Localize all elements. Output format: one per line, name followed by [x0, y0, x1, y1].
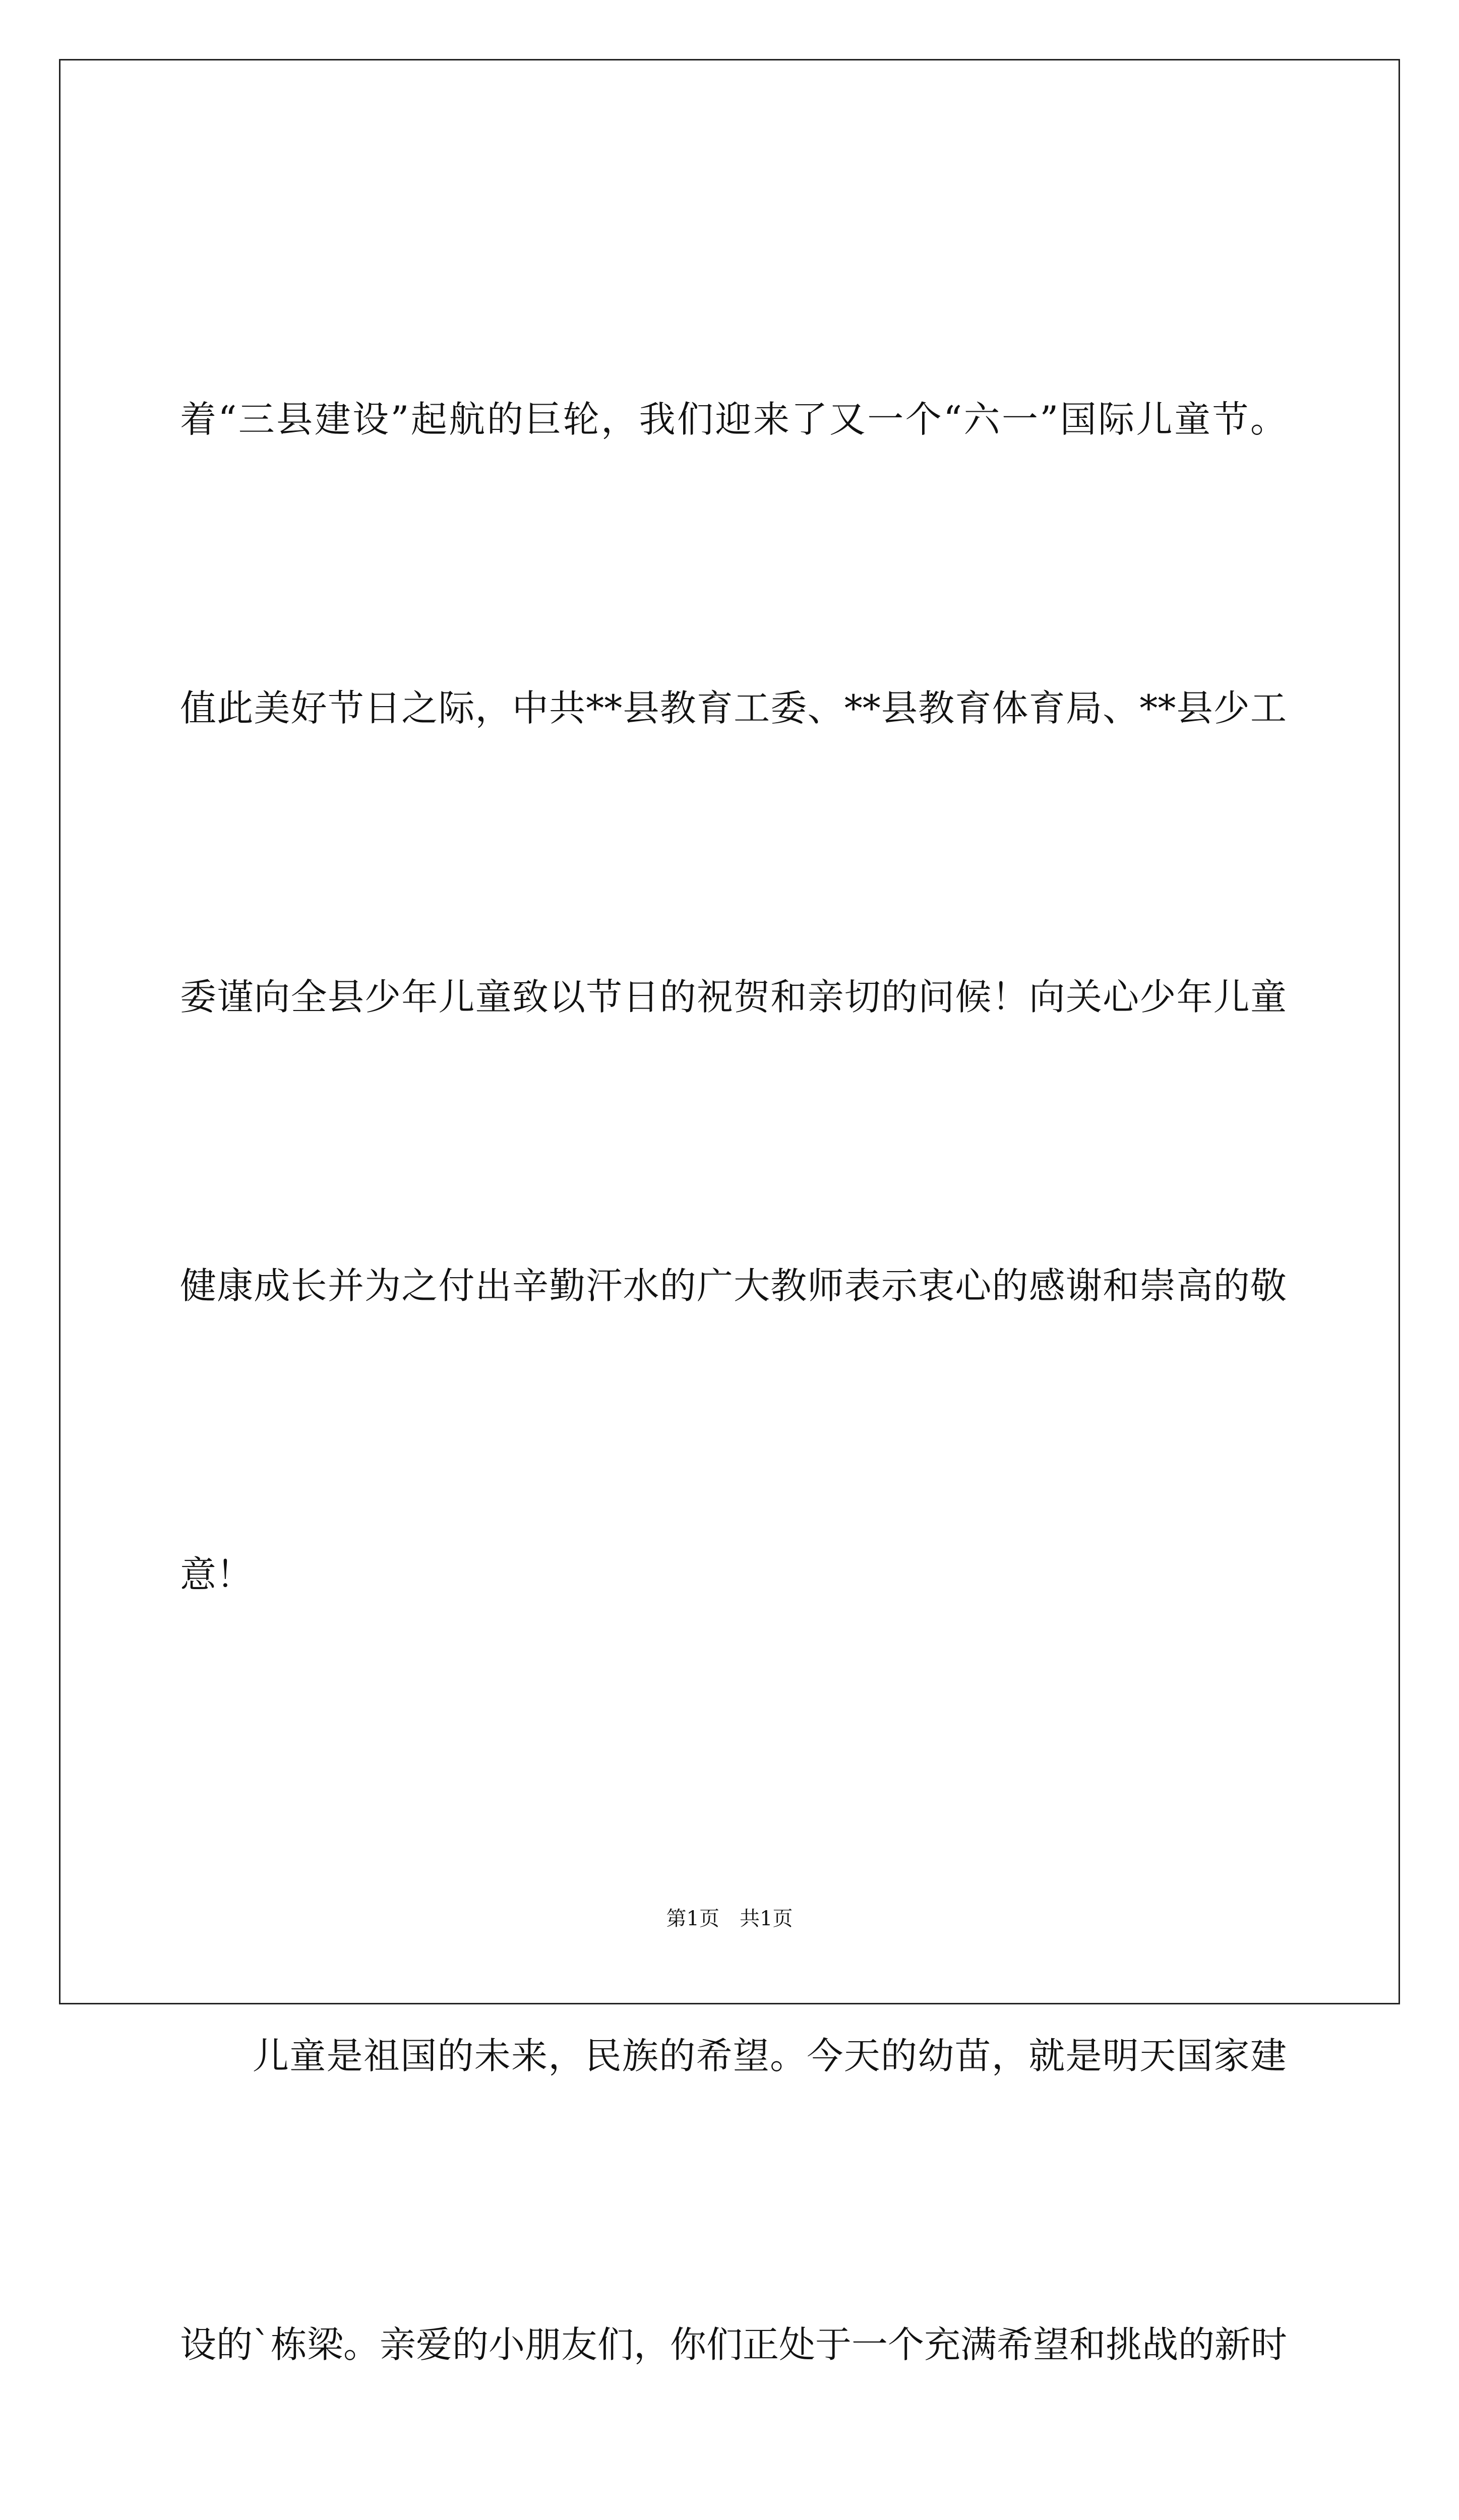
paragraph-1-line-1: 着“三县建设”起航的巨轮，我们迎来了又一个“六一”国际儿童节。	[180, 398, 1287, 440]
page-footer: 第1页 共1页	[666, 1907, 793, 1930]
paragraph-1-line-2: 值此美好节日之际，中共**县教育工委、**县教育体育局、**县少工	[180, 687, 1287, 729]
paragraph-1-line-3: 委谨向全县少年儿童致以节日的祝贺和亲切的问候！向关心少年儿童	[180, 976, 1287, 1018]
paragraph-1	[180, 179, 1287, 1815]
document-body	[180, 179, 1287, 2520]
paragraph-2-line-1: 儿童是祖国的未来，民族的希望。今天的幼苗，就是明天国家建	[253, 2035, 1287, 2077]
paragraph-1-line-4: 健康成长并为之付出辛勤汗水的广大教师表示衷心的感谢和崇高的敬	[180, 1265, 1287, 1307]
paragraph-1-line-5: 意！	[180, 1553, 253, 1596]
paragraph-2-line-2: 设的`栋梁。亲爱的小朋友们，你们正处于一个充满希望和挑战的新时	[180, 2323, 1288, 2366]
